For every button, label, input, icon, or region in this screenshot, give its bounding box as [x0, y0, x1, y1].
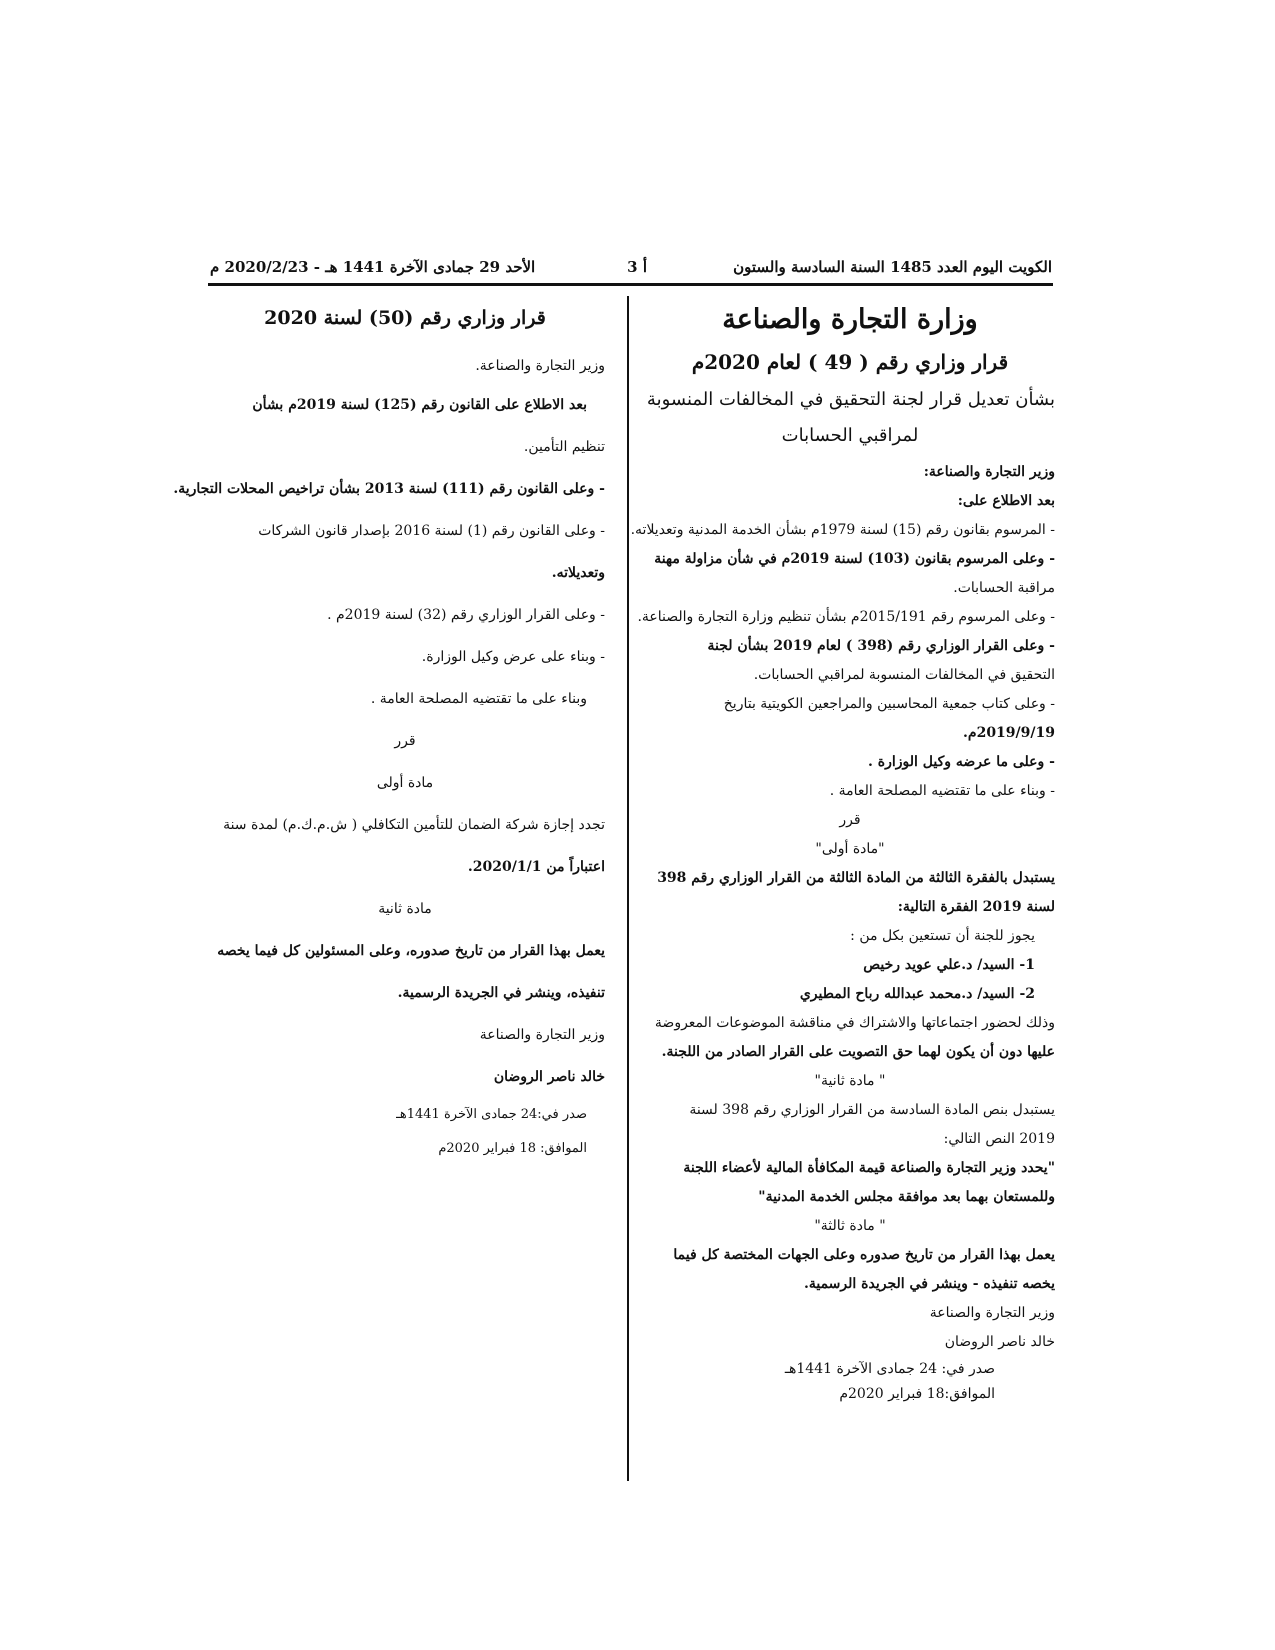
article-text: تجدد إجازة شركة الضمان للتأمين التكافلي ( ش.م.ك.م) لمدة سنة — [223, 817, 605, 833]
article-text: يجوز للجنة أن تستعين بكل من : — [850, 928, 1035, 944]
article-heading: مادة أولى — [376, 775, 434, 791]
article-heading: " مادة ثانية" — [814, 1073, 886, 1089]
article-text: يخصه تنفيذه - وينشر في الجريدة الرسمية. — [803, 1276, 1055, 1292]
minister-title: وزير التجارة والصناعة — [479, 1027, 605, 1043]
article-heading: " مادة ثالثة" — [814, 1218, 886, 1234]
corresponding-date: الموافق: 18 فبراير 2020م — [438, 1141, 587, 1156]
header-page-number: أ 3 — [627, 258, 647, 276]
recital-line: وتعديلاته. — [551, 565, 605, 581]
recital-line: - وعلى ما عرضه وكيل الوزارة . — [868, 754, 1055, 770]
article-text: تنفيذه، وينشر في الجريدة الرسمية. — [397, 985, 605, 1001]
recital-line: - وبناء على ما تقتضيه المصلحة العامة . — [829, 783, 1055, 799]
decided-heading: قرر — [394, 733, 416, 749]
recital-line: التحقيق في المخالفات المنسوبة لمراقبي الحسابات. — [753, 667, 1055, 683]
header-date: الأحد 29 جمادى الآخرة 1441 هـ - 2020/2/23 م — [210, 258, 536, 276]
recital-line: 2019/9/19م. — [963, 725, 1055, 741]
issue-date: صدر في: 24 جمادى الآخرة 1441هـ — [784, 1361, 995, 1377]
header-issue: الكويت اليوم العدد 1485 السنة السادسة والستون — [733, 258, 1052, 276]
header-rule — [208, 283, 1053, 286]
article-text: يستبدل بنص المادة السادسة من القرار الوزاري رقم 398 لسنة — [689, 1102, 1055, 1118]
recital-line: تنظيم التأمين. — [523, 439, 605, 455]
minister-name: خالد ناصر الروضان — [944, 1334, 1055, 1350]
column-divider — [627, 296, 629, 1481]
decided-heading: قرر — [839, 812, 861, 828]
decision-50-title: قرار وزاري رقم (50) لسنة 2020 — [264, 307, 546, 329]
article-text: يعمل بهذا القرار من تاريخ صدوره وعلى الجهات المختصة كل فيما — [673, 1247, 1055, 1263]
article-text: وللمستعان بهما بعد موافقة مجلس الخدمة المدنية" — [758, 1189, 1055, 1205]
member-item: 2- السيد/ د.محمد عبدالله رباح المطيري — [799, 986, 1035, 1002]
recital-line: - وعلى كتاب جمعية المحاسبين والمراجعين الكويتية بتاريخ — [723, 696, 1055, 712]
decision-49-subject: بشأن تعديل قرار لجنة التحقيق في المخالفات المنسوبة — [646, 389, 1055, 410]
issue-date: صدر في:24 جمادى الآخرة 1441هـ — [396, 1107, 587, 1122]
minister-line: وزير التجارة والصناعة. — [475, 358, 605, 374]
recital-line: - وعلى القرار الوزاري رقم (398 ) لعام 2019 بشأن لجنة — [707, 638, 1055, 654]
article-text: وذلك لحضور اجتماعاتها والاشتراك في مناقشة الموضوعات المعروضة — [654, 1015, 1055, 1031]
recital-line: - وعلى القانون رقم (1) لسنة 2016 بإصدار قانون الشركات — [258, 523, 605, 539]
preamble-line: بعد الاطلاع على: — [957, 493, 1055, 509]
ministry-heading: وزارة التجارة والصناعة — [722, 304, 978, 335]
member-item: 1- السيد/ د.علي عويد رخيص — [863, 957, 1035, 973]
minister-name: خالد ناصر الروضان — [493, 1069, 605, 1085]
article-text: اعتباراً من 2020/1/1. — [467, 859, 605, 875]
article-text: عليها دون أن يكون لهما حق التصويت على القرار الصادر من اللجنة. — [661, 1044, 1055, 1060]
recital-line: - وعلى المرسوم بقانون (103) لسنة 2019م في شأن مزاولة مهنة — [654, 551, 1055, 567]
minister-line: وزير التجارة والصناعة: — [923, 464, 1055, 480]
recital-line: - المرسوم بقانون رقم (15) لسنة 1979م بشأن الخدمة المدنية وتعديلاته. — [630, 522, 1055, 538]
decision-49-subject-cont: لمراقبي الحسابات — [781, 425, 919, 446]
decision-49-title: قرار وزاري رقم ( 49 ) لعام 2020م — [691, 350, 1009, 374]
corresponding-date: الموافق:18 فبراير 2020م — [839, 1386, 995, 1402]
recital-line: وبناء على ما تقتضيه المصلحة العامة . — [370, 691, 587, 707]
decision-49-column — [630, 300, 1055, 1407]
article-heading: "مادة أولى" — [815, 841, 885, 857]
article-text: يستبدل بالفقرة الثالثة من المادة الثالثة من القرار الوزاري رقم 398 — [657, 870, 1055, 886]
recital-line: مراقبة الحسابات. — [953, 580, 1055, 596]
article-text: "يحدد وزير التجارة والصناعة قيمة المكافأة المالية لأعضاء اللجنة — [683, 1160, 1055, 1176]
article-heading: مادة ثانية — [378, 901, 432, 917]
page-header — [210, 258, 1052, 282]
recital-line: - وعلى القرار الوزاري رقم (32) لسنة 2019م . — [327, 607, 605, 623]
recital-line: - وعلى المرسوم رقم 2015/191م بشأن تنظيم وزارة التجارة والصناعة. — [637, 609, 1055, 625]
article-text: لسنة 2019 الفقرة التالية: — [897, 899, 1055, 915]
minister-title: وزير التجارة والصناعة — [929, 1305, 1055, 1321]
recital-line: - وبناء على عرض وكيل الوزارة. — [421, 649, 605, 665]
article-text: يعمل بهذا القرار من تاريخ صدوره، وعلى المسئولين كل فيما يخصه — [217, 943, 605, 959]
recital-line: - وعلى القانون رقم (111) لسنة 2013 بشأن تراخيص المحلات التجارية. — [173, 481, 605, 497]
article-text: 2019 النص التالي: — [943, 1131, 1055, 1147]
decision-50-column — [173, 298, 605, 1166]
recital-line: بعد الاطلاع على القانون رقم (125) لسنة 2019م بشأن — [252, 397, 587, 413]
